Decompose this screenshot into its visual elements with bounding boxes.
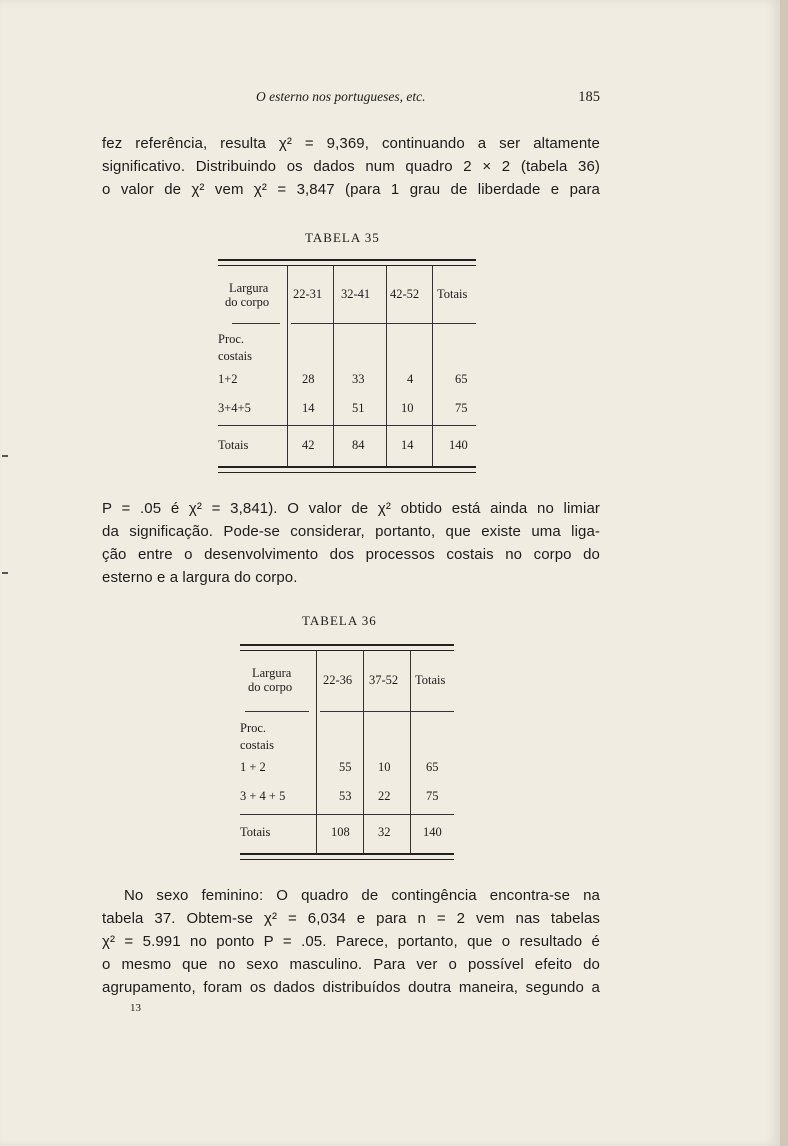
totals-label: Totais	[218, 438, 249, 452]
text-line: tabela 37. Obtem-se χ² = 6,034 e para n = 2 vem nas tabelas	[102, 910, 600, 927]
total-cell: 84	[352, 438, 365, 452]
table-cell: 14	[302, 401, 315, 415]
row-label: 1 + 2	[240, 760, 266, 774]
table-rule	[218, 466, 476, 473]
text-line: o valor de χ² vem χ² = 3,847 (para 1 grau de liberdade e para	[102, 181, 600, 198]
table-cell: 10	[401, 401, 414, 415]
table-cell: 65	[455, 372, 468, 386]
group-label: Proc.	[240, 721, 267, 735]
column-header: 37-52	[369, 673, 399, 687]
text-line: No sexo feminino: O quadro de contingência encontra-se na	[124, 887, 600, 904]
total-cell: 108	[331, 825, 350, 839]
running-header	[102, 89, 600, 109]
col-divider	[432, 266, 433, 466]
margin-mark	[2, 572, 8, 574]
row-divider	[245, 711, 309, 712]
column-header: 32-41	[341, 287, 371, 301]
total-cell: 140	[423, 825, 442, 839]
table-cell: 65	[426, 760, 439, 774]
page-edge	[780, 0, 788, 1146]
row-divider	[218, 425, 476, 426]
text-line: esterno e a largura do corpo.	[102, 569, 298, 586]
table-rule	[218, 259, 476, 266]
row-label: 3+4+5	[218, 401, 251, 415]
table-cell: 75	[426, 789, 439, 803]
col-divider	[287, 266, 288, 466]
column-header: Totais	[437, 287, 468, 301]
col-divider	[316, 651, 317, 853]
table-36-caption: TABELA 36	[302, 613, 377, 628]
page-number: 185	[578, 89, 600, 105]
table-cell: 22	[378, 789, 391, 803]
total-cell: 32	[378, 825, 391, 839]
row-header: do corpo	[248, 680, 293, 694]
col-divider	[363, 651, 364, 853]
text-line: significativo. Distribuindo os dados num quadro 2 × 2 (tabela 36)	[102, 158, 600, 175]
text-line: da significação. Pode-se considerar, portanto, que existe uma liga-	[102, 523, 600, 540]
row-header: do corpo	[225, 295, 270, 309]
text-line: o mesmo que no sexo masculino. Para ver o possível efeito do	[102, 956, 600, 973]
total-cell: 42	[302, 438, 315, 452]
row-header: Largura	[252, 666, 292, 680]
row-divider	[320, 711, 454, 712]
table-rule	[240, 853, 454, 860]
text-line: fez referência, resulta χ² = 9,369, continuando a ser altamente	[102, 135, 600, 152]
column-header: 22-36	[323, 673, 353, 687]
paragraph-1	[102, 132, 600, 201]
table-cell: 4	[407, 372, 414, 386]
margin-mark	[2, 455, 8, 457]
total-cell: 14	[401, 438, 414, 452]
col-divider	[386, 266, 387, 466]
row-header: Largura	[229, 281, 269, 295]
column-header: 42-52	[390, 287, 420, 301]
column-header: Totais	[415, 673, 446, 687]
col-divider	[410, 651, 411, 853]
group-label: costais	[240, 738, 275, 752]
row-divider	[232, 323, 280, 324]
paragraph-3	[102, 884, 600, 999]
row-divider	[291, 323, 476, 324]
table-cell: 53	[339, 789, 352, 803]
total-cell: 140	[449, 438, 468, 452]
text-line: agrupamento, foram os dados distribuídos doutra maneira, segundo a	[102, 979, 600, 996]
column-header: 22-31	[293, 287, 323, 301]
running-title: O esterno nos portugueses, etc.	[256, 89, 426, 104]
table-cell: 10	[378, 760, 391, 774]
table-cell: 55	[339, 760, 352, 774]
group-label: costais	[218, 349, 253, 363]
totals-label: Totais	[240, 825, 271, 839]
table-cell: 75	[455, 401, 468, 415]
group-label: Proc.	[218, 332, 245, 346]
table-cell: 33	[352, 372, 365, 386]
row-label: 3 + 4 + 5	[240, 789, 286, 803]
text-line: χ² = 5.991 no ponto P = .05. Parece, portanto, que o resultado é	[102, 933, 600, 950]
text-line: ção entre o desenvolvimento dos processos costais no corpo do	[102, 546, 600, 563]
table-cell: 28	[302, 372, 315, 386]
table-cell: 51	[352, 401, 365, 415]
text-line: P = .05 é χ² = 3,841). O valor de χ² obtido está ainda no limiar	[102, 500, 600, 517]
table-35-caption: TABELA 35	[305, 230, 380, 245]
table-rule	[240, 644, 454, 651]
col-divider	[333, 266, 334, 466]
signature-mark: 13	[130, 1002, 141, 1014]
paragraph-2	[102, 497, 600, 589]
row-divider	[240, 814, 454, 815]
row-label: 1+2	[218, 372, 238, 386]
